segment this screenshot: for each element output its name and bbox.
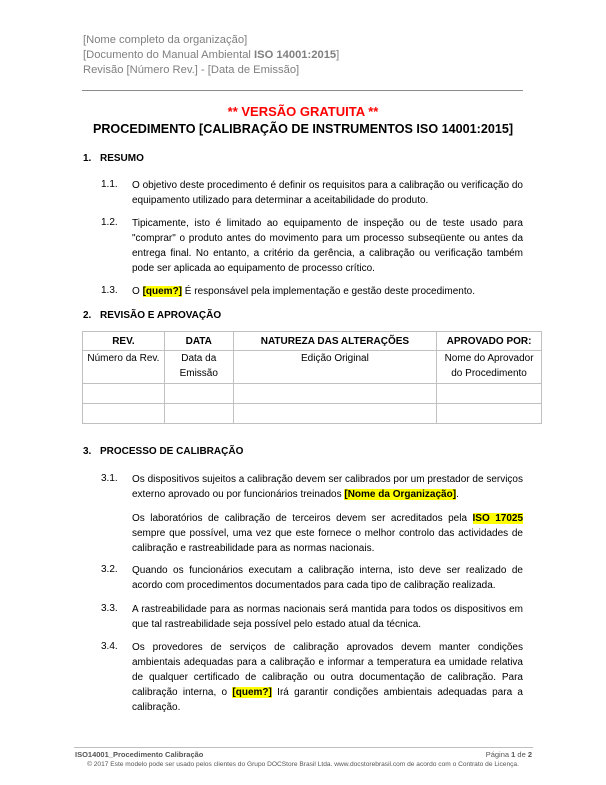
section-title: RESUMO xyxy=(100,153,144,164)
section-1-heading xyxy=(83,153,144,164)
text: sempre que possível, uma vez que este fornece o melhor controlo das actividades de calibração e rastreabilidade para as normas nacionais. xyxy=(132,528,523,554)
paragraph-1-3 xyxy=(132,284,523,299)
section-3-heading xyxy=(83,446,243,457)
item-number: 3.4. xyxy=(101,641,118,652)
header-revision: Revisão [Número Rev.] - [Data de Emissão] xyxy=(83,64,300,76)
section-title: PROCESSO DE CALIBRAÇÃO xyxy=(100,446,244,457)
free-version-banner: ** VERSÃO GRATUITA ** xyxy=(227,104,379,119)
header-manual-suffix: ] xyxy=(336,49,340,61)
text: de xyxy=(515,750,528,759)
table-row xyxy=(83,404,542,424)
text: Página xyxy=(485,750,512,759)
paragraph-3-1-labs xyxy=(132,511,523,556)
revision-table xyxy=(82,331,542,424)
footer-page-number xyxy=(486,750,532,759)
item-number: 3.1. xyxy=(101,473,118,484)
header-org-name: [Nome completo da organização] xyxy=(83,34,248,46)
item-number: 3.2. xyxy=(101,564,118,575)
paragraph-1-1: O objetivo deste procedimento é definir os requisitos para a calibração ou verificação do equipamento utilizado para determinar a aceitabilidade do produto. xyxy=(132,180,523,206)
paragraph-3-3: A rastreabilidade para as normas nacionais será mantida para todos os dispositivos em que tal rastreabilidade seja possível pelo estado atual da técnica. xyxy=(132,604,523,630)
standard-iso17025: ISO 17025 xyxy=(472,513,524,524)
column-header: REV. xyxy=(83,332,165,351)
text: É responsável pela implementação e gestão deste procedimento. xyxy=(182,286,475,297)
section-number: 1. xyxy=(83,153,92,164)
table-cell xyxy=(437,404,542,424)
table-cell xyxy=(164,404,233,424)
section-2-heading xyxy=(83,310,221,321)
table-cell: Data da Emissão xyxy=(164,351,233,384)
table-cell xyxy=(83,404,165,424)
table-row xyxy=(83,384,542,404)
item-number: 3.3. xyxy=(101,603,118,614)
table-cell xyxy=(437,384,542,404)
section-title: REVISÃO E APROVAÇÃO xyxy=(100,310,222,321)
paragraph-1-2: Tipicamente, isto é limitado ao equipamento de inspeção ou de teste usado para "comprar" o produto antes do movimento para um processo subseqüente ou antes da entrega final. No entanto, a critério da gerência, a calibração ou verificação também pode ser aplicada ao equipamento de processo crítico. xyxy=(132,218,523,274)
table-cell: Edição Original xyxy=(233,351,436,384)
text: Os provedores de serviços de calibração aprovados devem manter condições ambientais adequadas para a calibração e informar a temperatura ea umidade relativa de qualquer certificado de calibração ou outra documentação de calibração. Para calibração interna, o xyxy=(132,642,523,698)
table-cell xyxy=(233,384,436,404)
item-number: 1.2. xyxy=(101,217,118,228)
paragraph-3-1 xyxy=(132,472,523,502)
document-title: PROCEDIMENTO [CALIBRAÇÃO DE INSTRUMENTOS ISO 14001:2015] xyxy=(92,122,514,136)
section-number: 2. xyxy=(83,310,92,321)
table-cell xyxy=(164,384,233,404)
column-header: DATA xyxy=(164,332,233,351)
text: Os laboratórios de calibração de terceiros devem ser acreditados pela xyxy=(132,513,473,524)
footer-doc-name: ISO14001_Procedimento Calibração xyxy=(75,750,204,759)
table-cell: Nome do Aprovador do Procedimento xyxy=(437,351,542,384)
table-cell: Número da Rev. xyxy=(83,351,165,384)
text: O xyxy=(132,286,143,297)
column-header: APROVADO POR: xyxy=(437,332,542,351)
placeholder-who: [quem?] xyxy=(232,687,272,698)
paragraph-3-2: Quando os funcionários executam a calibração interna, isto deve ser realizado de acordo com procedimentos documentados para cada tipo de calibração realizada. xyxy=(132,565,523,591)
text: Irá garantir condições ambientais adequadas para a calibração. xyxy=(132,687,523,713)
header-manual-prefix: [Documento do Manual Ambiental xyxy=(83,49,255,61)
section-number: 3. xyxy=(83,446,92,457)
header-manual xyxy=(83,48,339,63)
item-number: 1.1. xyxy=(101,179,118,190)
table-cell xyxy=(83,384,165,404)
header-divider xyxy=(82,90,523,91)
paragraph-3-4 xyxy=(132,640,523,715)
text: Os dispositivos sujeitos a calibração devem ser calibrados por um prestador de serviços externo aprovado ou por funcionários treinados xyxy=(132,474,523,500)
footer-copyright: © 2017 Este modelo pode ser usado pelos clientes do Grupo DOCStore Brasil Ltda. www.docstorebrasil.com de acordo com o Contrato de Licença. xyxy=(87,761,519,768)
placeholder-who: [quem?] xyxy=(142,286,183,297)
footer-divider xyxy=(74,747,533,748)
text: . xyxy=(456,489,459,500)
table-cell xyxy=(233,404,436,424)
current-page: 1 xyxy=(511,750,516,759)
total-pages: 2 xyxy=(527,750,532,759)
placeholder-organization: [Nome da Organização] xyxy=(344,489,457,500)
header-manual-standard: ISO 14001:2015 xyxy=(254,49,337,61)
item-number: 1.3. xyxy=(101,285,118,296)
table-row xyxy=(83,351,542,384)
table-header-row xyxy=(83,332,542,351)
column-header: NATUREZA DAS ALTERAÇÕES xyxy=(233,332,436,351)
